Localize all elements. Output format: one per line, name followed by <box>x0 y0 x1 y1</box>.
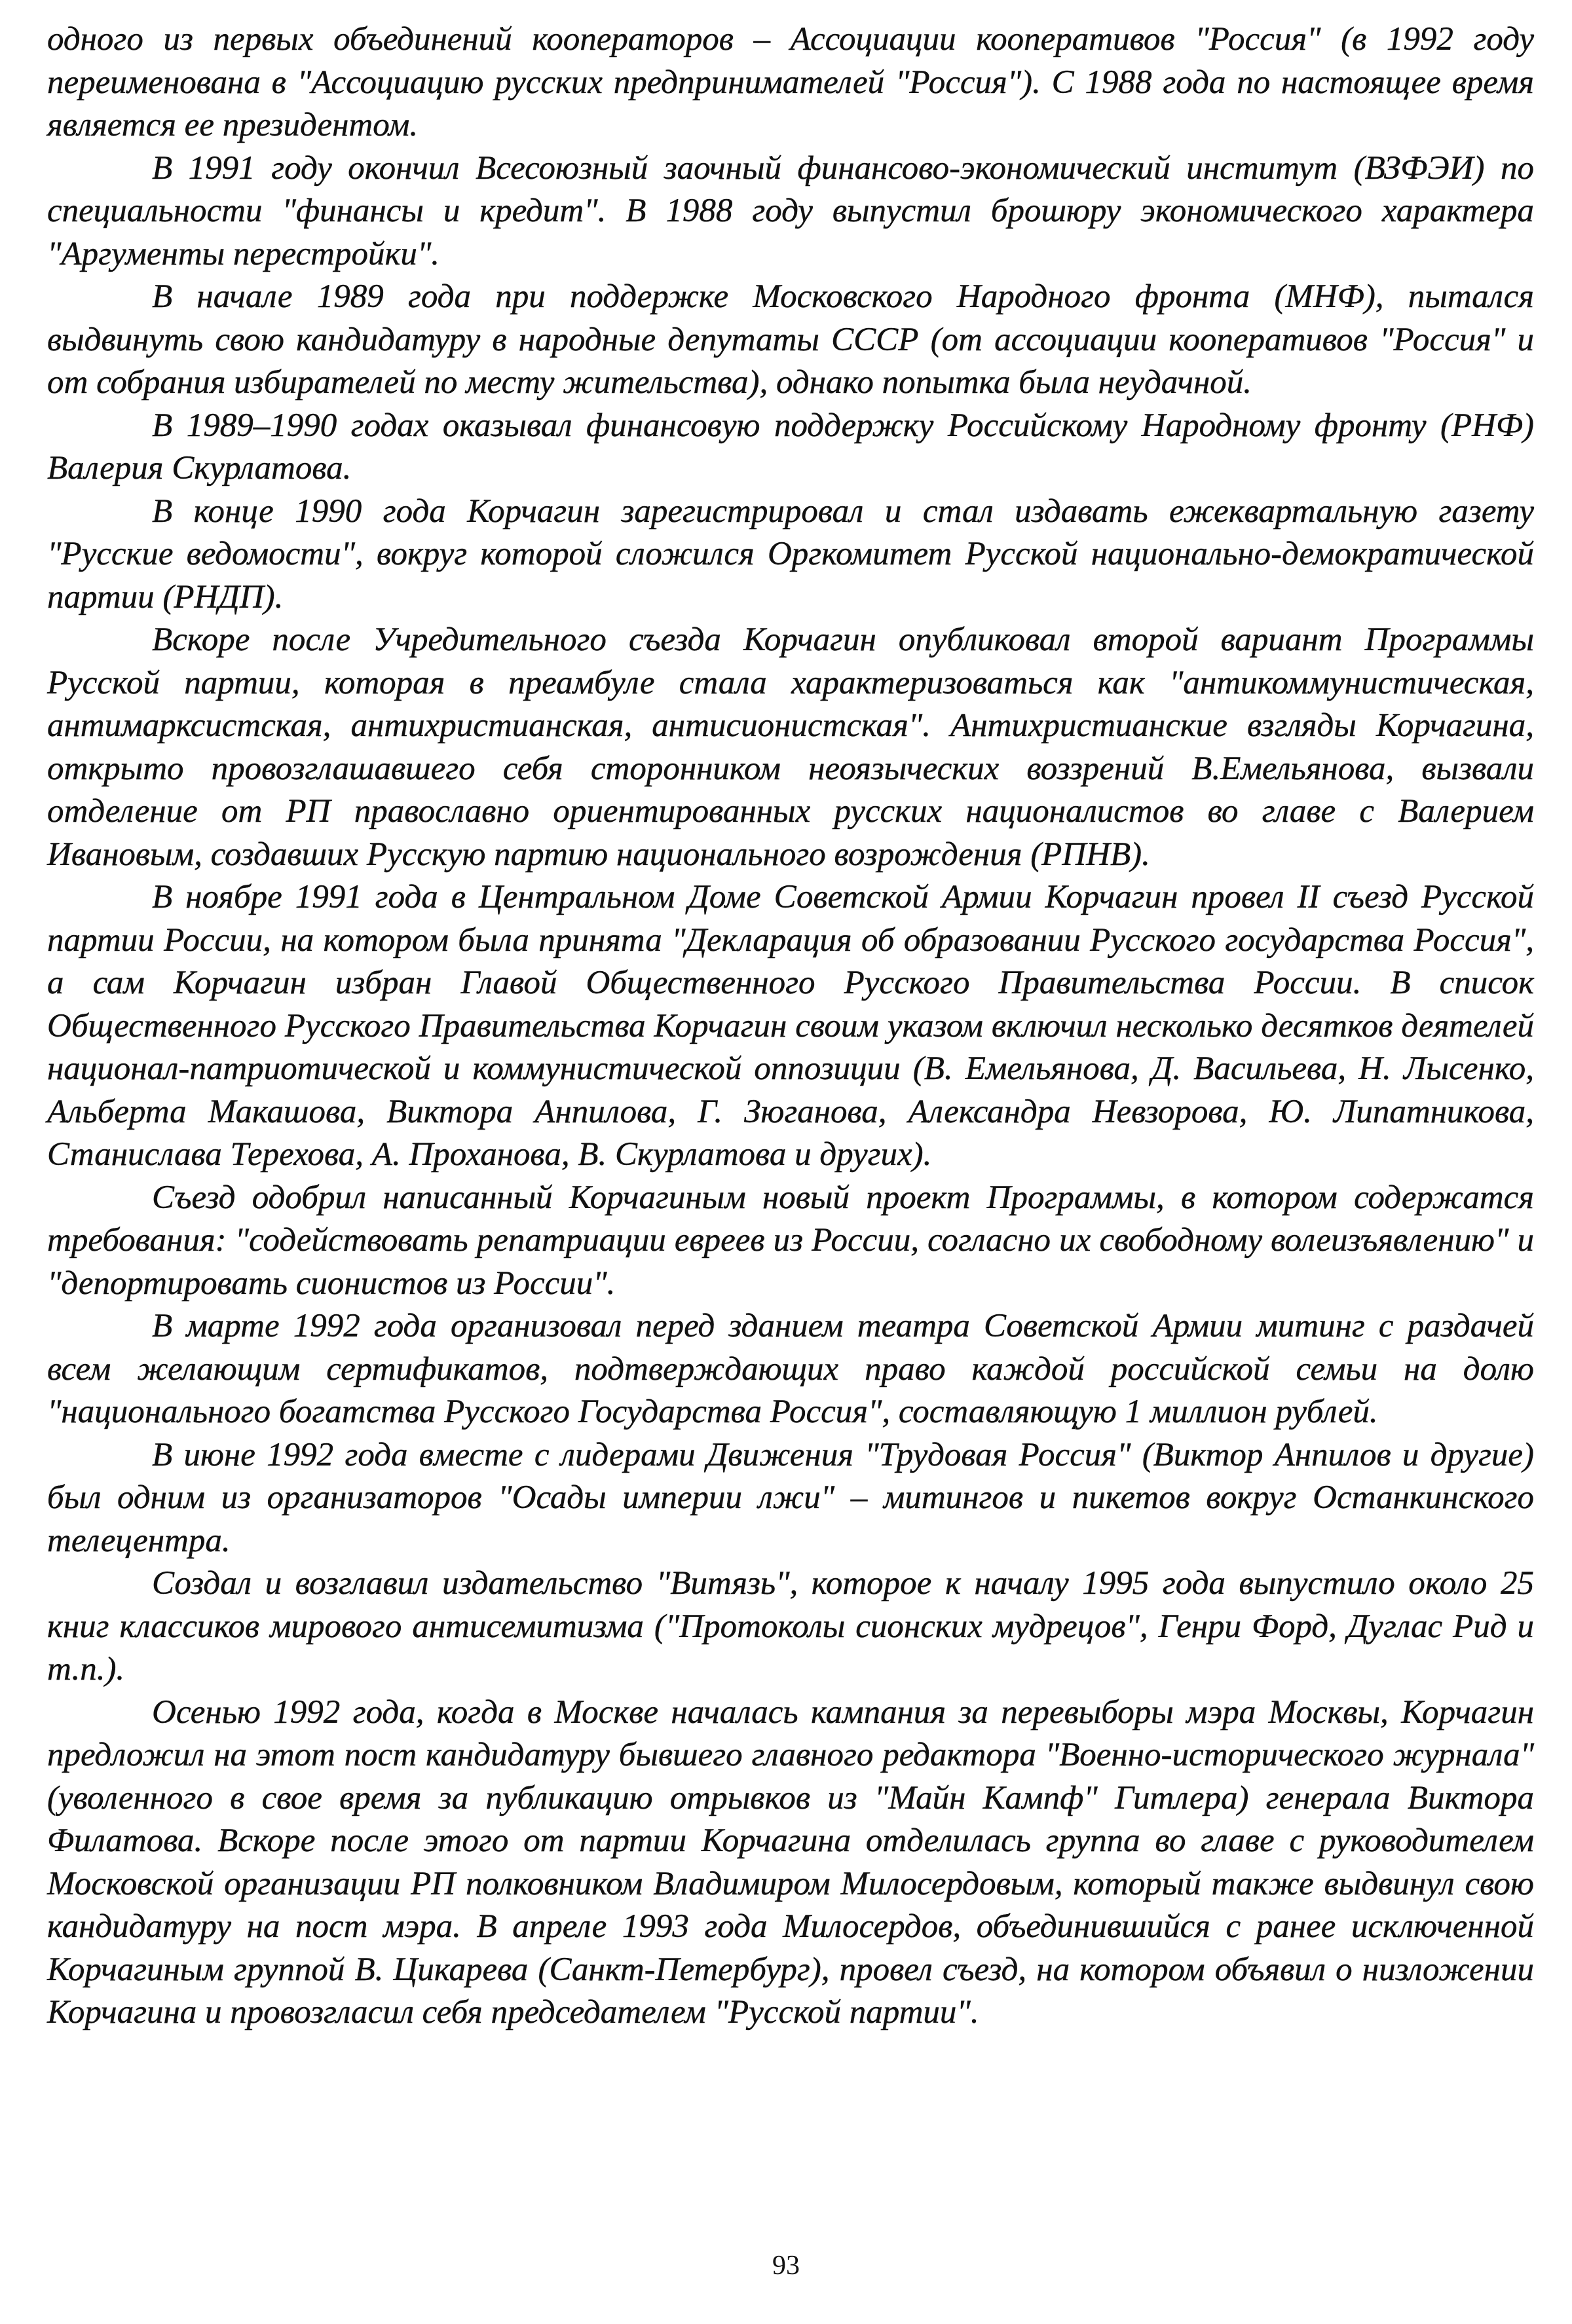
paragraph: Создал и возглавил издательство "Витязь", которое к началу 1995 года выпустило около 25 книг классиков мирового антисемитизма ("Протоколы сионских мудрецов", Генри Форд, Дуглас Рид и т.п.). <box>47 1565 1534 1688</box>
paragraph: В 1989–1990 годах оказывал финансовую поддержку Российскому Народному фронту (РНФ) Валерия Скурлатова. <box>47 407 1534 487</box>
paragraph: В ноябре 1991 года в Центральном Доме Советской Армии Корчагин провел II съезд Русской партии России, на котором была принята "Декларация об образовании Русского государства Россия", а сам Корчагин избран Главой Общественного Русского Правительства России. В список Общественного Русского Правительства Корчагин своим указом включил несколько десятков деятелей национал-патриотической и коммунистической оппозиции (В. Емельянова, Д. Васильева, Н. Лысенко, Альберта Макашова, Виктора Анпилова, Г. Зюганова, Александра Невзорова, Ю. Липатникова, Станислава Терехова, А. Проханова, В. Скурлатова и других). <box>47 879 1534 1173</box>
paragraph: Осенью 1992 года, когда в Москве началась кампания за перевыборы мэра Москвы, Корчагин предложил на этот пост кандидатуру бывшего главного редактора "Военно-исторического журнала" (уволенного в свое время за публикацию отрывков из "Майн Кампф" Гитлера) генерала Виктора Филатова. Вскоре после этого от партии Корчагина отделилась группа во главе с руководителем Московской организации РП полковником Владимиром Милосердовым, который также выдвинул свою кандидатуру на пост мэра. В апреле 1993 года Милосердов, объединившийся с ранее исключенной Корчагиным группой В. Цикарева (Санкт-Петербург), провел съезд, на котором объявил о низложении Корчагина и провозгласил себя председателем "Русской партии". <box>47 1693 1534 2031</box>
paragraph: В конце 1990 года Корчагин зарегистрировал и стал издавать ежеквартальную газету "Русские ведомости", вокруг которой сложился Оргкомитет Русской национально-демократической партии (РНДП). <box>47 492 1534 616</box>
page-number: 93 <box>772 2251 800 2281</box>
paragraph: Вскоре после Учредительного съезда Корчагин опубликовал второй вариант Программы Русской партии, которая в преамбуле стала характеризоваться как "антикоммунистическая, антимарксистская, антихристианская, антисионистская". Антихристианские взгляды Корчагина, открыто провозглашавшего себя сторонником неоязыческих воззрений В.Емельянова, вызвали отделение от РП православно ориентированных русских националистов во главе с Валерием Ивановым, создавших Русскую партию национального возрождения (РПНВ). <box>47 621 1534 873</box>
document-body <box>47 18 1534 2035</box>
paragraph: В марте 1992 года организовал перед зданием театра Советской Армии митинг с раздачей всем желающим сертификатов, подтверждающих право каждой российской семьи на долю "национального богатства Русского Государства Россия", составляющую 1 миллион рублей. <box>47 1308 1534 1430</box>
paragraph: В 1991 году окончил Всесоюзный заочный финансово-экономический институт (ВЗФЭИ) по специальности "финансы и кредит". В 1988 году выпустил брошюру экономического характера "Аргументы перестройки". <box>47 149 1534 272</box>
paragraph: В начале 1989 года при поддержке Московского Народного фронта (МНФ), пытался выдвинуть свою кандидатуру в народные депутаты СССР (от ассоциации кооперативов "Россия" и от собрания избирателей по месту жительства), однако попытка была неудачной. <box>47 278 1534 401</box>
paragraph: В июне 1992 года вместе с лидерами Движения "Трудовая Россия" (Виктор Анпилов и другие) был одним из организаторов "Осады империи лжи" – митингов и пикетов вокруг Останкинского телецентра. <box>47 1436 1534 1559</box>
paragraph-continued: одного из первых объединений кооператоров – Ассоциации кооперативов "Россия" (в 1992 году переименована в "Ассоциацию русских предпринимателей "Россия"). С 1988 года по настоящее время является ее президентом. <box>47 21 1534 143</box>
paragraph: Съезд одобрил написанный Корчагиным новый проект Программы, в котором содержатся требования: "содействовать репатриации евреев из России, согласно их свободному волеизъявлению" и "депортировать сионистов из России". <box>47 1179 1534 1302</box>
